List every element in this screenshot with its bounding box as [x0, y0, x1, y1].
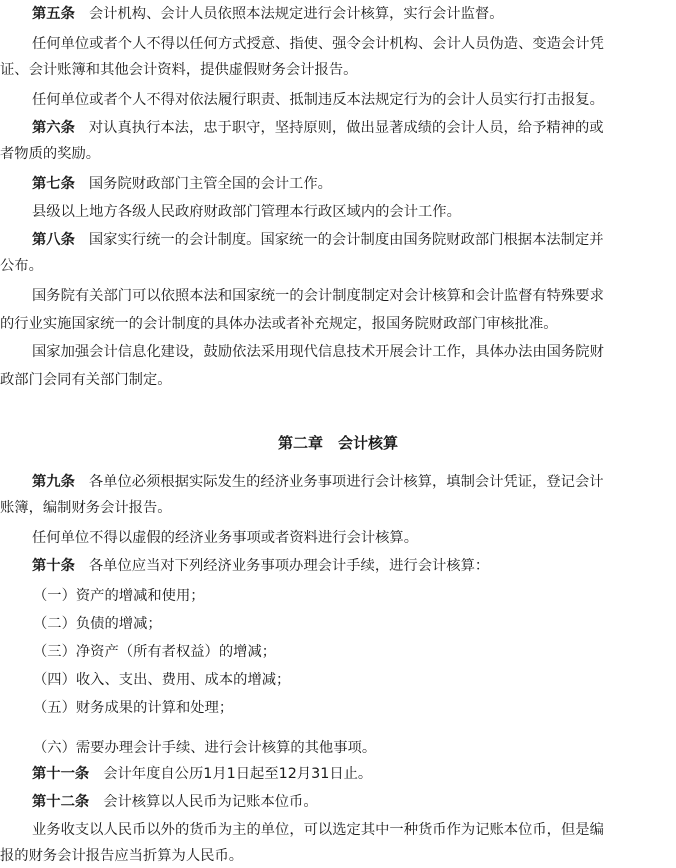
line-text: 会计核算以人民币为记账本位币。	[103, 794, 318, 810]
chapter-heading: 第二章 会计核算	[277, 434, 398, 452]
line-text: 对认真执行本法，忠于职守，坚持原则，做出显著成绩的会计人员，给予精神的或	[88, 120, 604, 136]
article-number: 第十二条	[32, 794, 90, 810]
article-number: 第五条	[32, 6, 75, 22]
paragraph-line: 任何单位或者个人不得对依法履行职责、抵制违反本法规定行为的会计人员实行打击报复。	[32, 92, 604, 108]
paragraph-line: 公布。	[0, 258, 43, 274]
paragraph-line: 报的财务会计报告应当折算为人民币。	[0, 848, 244, 864]
article-number: 第八条	[32, 232, 75, 248]
paragraph-line: 任何单位不得以虚假的经济业务事项或者资料进行会计核算。	[32, 530, 419, 546]
paragraph-line	[32, 762, 372, 786]
article-number: 第六条	[32, 120, 75, 136]
line-text: 会计机构、会计人员依照本法规定进行会计核算，实行会计监督。	[88, 6, 504, 22]
list-item: （六）需要办理会计手续、进行会计核算的其他事项。	[33, 740, 377, 756]
line-text: 会计年度自公历1月1日起至12月31日止。	[103, 766, 373, 782]
paragraph-line	[32, 116, 604, 140]
paragraph-line: 账簿，编制财务会计报告。	[0, 500, 172, 516]
list-item: （一）资产的增减和使用；	[33, 588, 205, 604]
paragraph-line: 任何单位或者个人不得以任何方式授意、指使、强令会计机构、会计人员伪造、变造会计凭	[32, 36, 604, 52]
paragraph-line	[32, 172, 332, 196]
paragraph-line: 县级以上地方各级人民政府财政部门管理本行政区域内的会计工作。	[32, 204, 461, 220]
paragraph-line: 政部门会同有关部门制定。	[0, 372, 172, 388]
article-number: 第九条	[32, 474, 75, 490]
paragraph-line: 国务院有关部门可以依照本法和国家统一的会计制度制定对会计核算和会计监督有特殊要求	[32, 288, 604, 304]
article-number: 第十一条	[32, 766, 90, 782]
list-item: （五）财务成果的计算和处理；	[33, 700, 234, 716]
paragraph-line: 国家加强会计信息化建设，鼓励依法采用现代信息技术开展会计工作，具体办法由国务院财	[32, 344, 604, 360]
article-number: 第七条	[32, 176, 75, 192]
line-text: 各单位应当对下列经济业务事项办理会计手续，进行会计核算：	[88, 558, 490, 574]
line-text: 国家实行统一的会计制度。国家统一的会计制度由国务院财政部门根据本法制定并	[88, 232, 604, 248]
list-item: （三）净资产（所有者权益）的增减；	[33, 644, 277, 660]
line-text: 各单位必须根据实际发生的经济业务事项进行会计核算，填制会计凭证，登记会计	[88, 474, 604, 490]
paragraph-line: 的行业实施国家统一的会计制度的具体办法或者补充规定，报国务院财政部门审核批准。	[0, 316, 558, 332]
list-item: （二）负债的增减；	[33, 616, 162, 632]
paragraph-line	[32, 790, 318, 814]
line-text: 国务院财政部门主管全国的会计工作。	[88, 176, 332, 192]
list-item: （四）收入、支出、费用、成本的增减；	[33, 672, 291, 688]
paragraph-line: 业务收支以人民币以外的货币为主的单位，可以选定其中一种货币作为记账本位币，但是编	[32, 822, 604, 838]
paragraph-line: 者物质的奖励。	[0, 146, 101, 162]
paragraph-line: 证、会计账簿和其他会计资料，提供虚假财务会计报告。	[0, 62, 358, 78]
paragraph-line	[32, 2, 504, 26]
article-number: 第十条	[32, 558, 75, 574]
paragraph-line	[32, 470, 604, 494]
paragraph-line	[32, 554, 489, 578]
paragraph-line	[32, 228, 604, 252]
